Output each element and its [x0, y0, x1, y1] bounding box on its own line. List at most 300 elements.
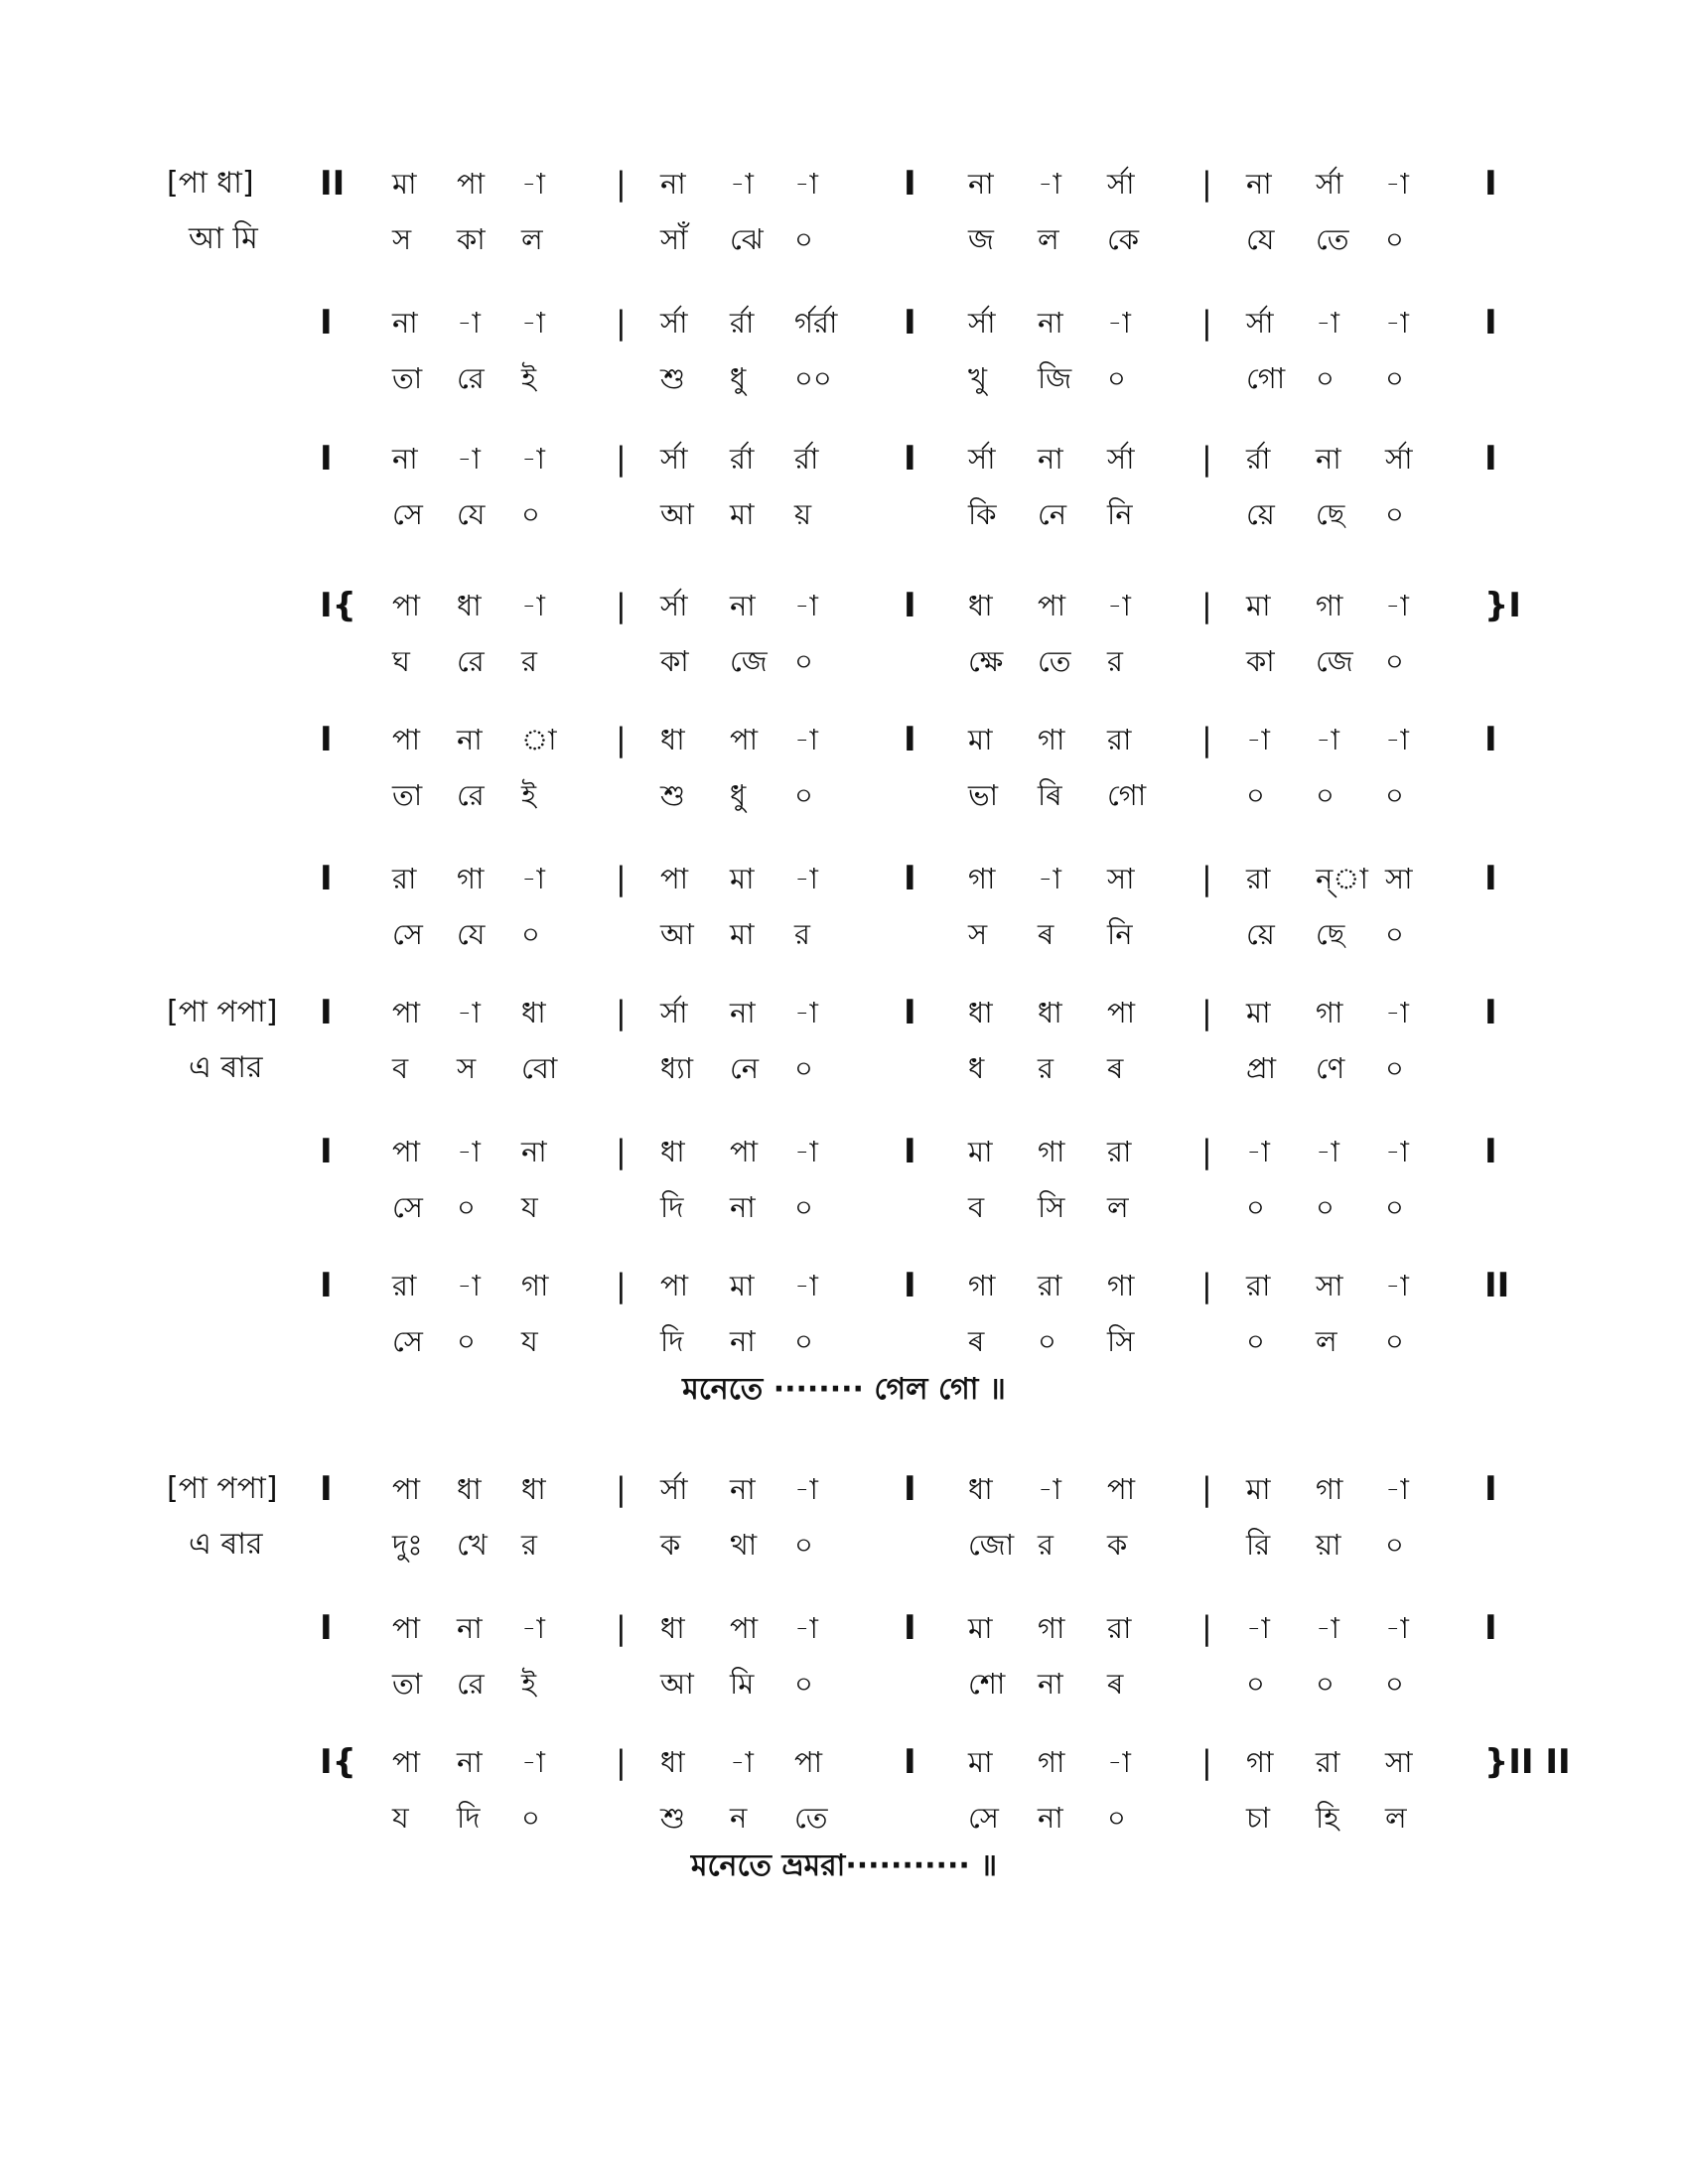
- lyric-syllable: ল: [1038, 222, 1059, 256]
- swara-note: ধা: [968, 996, 993, 1029]
- bar-separator: |: [1201, 860, 1212, 897]
- swara-note: -া: [1385, 996, 1409, 1029]
- swara-note: -া: [521, 167, 545, 201]
- lyric-syllable: সাঁ: [660, 222, 688, 256]
- bar-separator: |: [1201, 721, 1212, 758]
- swara-note: র্সা: [968, 306, 996, 340]
- lyric-syllable: দুঃ: [392, 1528, 423, 1562]
- lyric-syllable: সে: [392, 1190, 423, 1224]
- swara-note: -া: [457, 442, 481, 476]
- lyric-syllable: ০: [794, 1324, 813, 1358]
- bar-separator: |: [1201, 1133, 1212, 1170]
- lyric-syllable: যে: [1246, 222, 1275, 256]
- bar-separator: |: [1201, 994, 1212, 1031]
- lyric-syllable: ০: [1246, 1324, 1265, 1358]
- swara-note: গা: [1316, 1472, 1343, 1506]
- lyric-syllable: সে: [392, 917, 423, 951]
- swara-note: -া: [794, 862, 818, 895]
- lyric-syllable: ৰ: [1038, 917, 1055, 951]
- swara-note: মা: [968, 723, 993, 756]
- lyric-syllable: আ: [660, 497, 694, 531]
- bar-separator: |: [616, 1743, 627, 1781]
- lyric-syllable: ০: [1385, 222, 1404, 256]
- swara-note: গা: [1246, 1745, 1274, 1779]
- swara-note: সা: [1107, 862, 1135, 895]
- lyric-syllable: ল: [1385, 1801, 1407, 1835]
- closing-bar-mark: I: [1484, 164, 1497, 204]
- opening-bar-mark: I: [320, 1608, 333, 1648]
- swara-note: রা: [392, 1269, 417, 1302]
- lyric-syllable: ০: [794, 778, 813, 812]
- lyric-syllable: ০: [1316, 1190, 1335, 1224]
- swara-note: -া: [1385, 167, 1409, 201]
- swara-note: না: [730, 996, 756, 1029]
- swara-note: রা: [1246, 862, 1271, 895]
- lyric-line: [0, 494, 1688, 554]
- lyric-syllable: মা: [730, 497, 755, 531]
- swara-note: পা: [392, 996, 421, 1029]
- swara-note: া: [521, 723, 557, 756]
- lyric-syllable: থা: [730, 1528, 758, 1562]
- bar-separator: I: [904, 1266, 916, 1305]
- lyric-syllable: শু: [660, 1801, 685, 1835]
- lyric-syllable: রে: [457, 1667, 485, 1701]
- swara-note: ধা: [1038, 996, 1062, 1029]
- bar-separator: I: [904, 1608, 916, 1648]
- bar-separator: I: [904, 1132, 916, 1171]
- lyric-syllable: ০: [1385, 1528, 1404, 1562]
- swara-note: ন্া: [1316, 862, 1368, 895]
- lyric-syllable: ০: [457, 1190, 476, 1224]
- lyric-syllable: ক: [660, 1528, 681, 1562]
- lyric-syllable: নি: [1107, 917, 1133, 951]
- swara-note: -া: [521, 862, 545, 895]
- bar-separator: |: [616, 721, 627, 758]
- swara-note: মা: [968, 1611, 993, 1645]
- lyric-syllable: ণে: [1316, 1051, 1345, 1085]
- lyric-syllable: য: [521, 1324, 538, 1358]
- swara-note: গা: [1038, 723, 1065, 756]
- swara-note: রা: [1316, 1745, 1340, 1779]
- swara-note: সা: [1385, 862, 1413, 895]
- lyric-syllable: ০: [1316, 1667, 1335, 1701]
- swara-note: -া: [794, 1269, 818, 1302]
- swara-note: ধা: [660, 1745, 685, 1779]
- swara-note: সা: [1316, 1269, 1343, 1302]
- closing-bar-mark: I: [1484, 303, 1497, 342]
- swara-note: -া: [1316, 723, 1339, 756]
- lyric-syllable: চা: [1246, 1801, 1271, 1835]
- lyric-syllable: ঘ: [392, 644, 410, 678]
- swara-note: -া: [1038, 167, 1061, 201]
- swara-note: পা: [730, 1135, 759, 1168]
- swara-note: মা: [968, 1135, 993, 1168]
- lyric-syllable: সে: [968, 1801, 999, 1835]
- swara-note: -া: [1246, 1135, 1270, 1168]
- lyric-syllable: কা: [660, 644, 689, 678]
- swara-note: র্সা: [660, 589, 688, 622]
- refrain-line: মনেতে ভ্রমরা··········· ॥: [690, 1848, 998, 1883]
- swara-note: -া: [1316, 1611, 1339, 1645]
- swara-note: -া: [457, 1269, 481, 1302]
- lyric-syllable: কে: [1107, 222, 1140, 256]
- notation-line: [0, 1266, 1688, 1325]
- lyric-syllable: য়া: [1316, 1528, 1341, 1562]
- bar-separator: |: [616, 440, 627, 478]
- opening-bar-mark: I: [320, 303, 333, 342]
- lyric-syllable: ০: [1316, 361, 1335, 395]
- swara-note: পা: [392, 1472, 421, 1506]
- swara-note: ধা: [521, 996, 546, 1029]
- section-cue-label: [পা ধা]: [167, 166, 254, 201]
- bar-separator: I: [904, 164, 916, 204]
- lyric-syllable: গো: [1107, 778, 1147, 812]
- lyric-syllable: প্রা: [1246, 1051, 1277, 1085]
- lyric-syllable: আ: [660, 917, 694, 951]
- lyric-syllable: ০: [1385, 361, 1404, 395]
- bar-separator: |: [1201, 1267, 1212, 1304]
- opening-bar-mark: I: [320, 1132, 333, 1171]
- swara-note: র্সা: [660, 442, 688, 476]
- lyric-syllable: শু: [660, 361, 685, 395]
- lyric-syllable: ০: [1246, 1190, 1265, 1224]
- lyric-syllable: ছে: [1316, 497, 1345, 531]
- lyric-syllable: ০: [1385, 1324, 1404, 1358]
- swara-note: -া: [1038, 1472, 1061, 1506]
- swara-note: -া: [521, 1611, 545, 1645]
- lyric-syllable: গো: [1246, 361, 1286, 395]
- closing-bar-mark: I: [1484, 720, 1497, 759]
- swara-note: -া: [1246, 723, 1270, 756]
- opening-bar-mark: I{: [320, 1742, 356, 1782]
- lyric-syllable: ধু: [730, 361, 747, 395]
- lyric-syllable: যে: [457, 917, 486, 951]
- swara-note: গা: [1038, 1745, 1065, 1779]
- lyric-syllable: ই: [521, 361, 537, 395]
- lyric-syllable: ০: [1107, 361, 1126, 395]
- closing-bar-mark: I: [1484, 1608, 1497, 1648]
- lyric-syllable: নে: [1038, 497, 1067, 531]
- lyric-syllable: স: [457, 1051, 477, 1085]
- bar-separator: |: [616, 165, 627, 203]
- swara-note: গা: [457, 862, 485, 895]
- swara-note: পা: [660, 1269, 689, 1302]
- swara-note: -া: [521, 589, 545, 622]
- swara-note: ধা: [660, 1135, 685, 1168]
- section-cue-label: [পা পপা]: [167, 1471, 278, 1506]
- lyric-line: [0, 219, 1688, 279]
- lyric-syllable: ০: [521, 497, 540, 531]
- lyric-syllable: ০: [1385, 778, 1404, 812]
- lyric-syllable: মা: [730, 917, 755, 951]
- lyric-syllable: ধ্যা: [660, 1051, 694, 1085]
- notation-line: [0, 720, 1688, 779]
- bar-separator: |: [616, 860, 627, 897]
- lyric-syllable: ই: [521, 1667, 537, 1701]
- swara-note: গা: [968, 1269, 996, 1302]
- lyric-syllable: ধু: [730, 778, 747, 812]
- swara-note: পা: [730, 723, 759, 756]
- lyric-syllable: ০: [1385, 1051, 1404, 1085]
- lyric-line: [0, 775, 1688, 835]
- refrain-line: মনেতে ········ গেল গো ॥: [682, 1372, 1006, 1407]
- lyric-syllable: তে: [1316, 222, 1349, 256]
- swara-note: ধা: [521, 1472, 546, 1506]
- bar-separator: |: [616, 1470, 627, 1508]
- swara-note: গা: [1038, 1135, 1065, 1168]
- opening-bar-mark: I: [320, 439, 333, 478]
- swara-note: -া: [794, 167, 818, 201]
- lyric-line: [0, 1187, 1688, 1247]
- lyric-syllable: ক: [1107, 1528, 1128, 1562]
- lyric-syllable: হি: [1316, 1801, 1339, 1835]
- lyric-syllable: ৰি: [1038, 778, 1062, 812]
- closing-bar-mark: I: [1484, 1132, 1497, 1171]
- swara-note: না: [392, 306, 418, 340]
- swara-note: রা: [1246, 1269, 1271, 1302]
- swara-note: -া: [1385, 1472, 1409, 1506]
- lyric-syllable: ০: [1246, 1667, 1265, 1701]
- bar-separator: I: [904, 720, 916, 759]
- lyric-syllable: সি: [1107, 1324, 1135, 1358]
- lyric-syllable: ০: [521, 917, 540, 951]
- lyric-syllable: জি: [1038, 361, 1072, 395]
- lyric-syllable: তা: [392, 1667, 423, 1701]
- lyric-syllable: ই: [521, 778, 537, 812]
- bar-separator: |: [1201, 1743, 1212, 1781]
- swara-note: না: [457, 1611, 483, 1645]
- bar-separator: |: [1201, 587, 1212, 624]
- swara-note: র্সা: [660, 1472, 688, 1506]
- swara-note: -া: [730, 167, 754, 201]
- closing-bar-mark: }I: [1484, 586, 1521, 625]
- lyric-syllable: ৰ: [1107, 1667, 1124, 1701]
- lyric-syllable: দি: [660, 1190, 684, 1224]
- swara-note: ধা: [457, 589, 482, 622]
- lyric-syllable: খু: [968, 361, 988, 395]
- swara-note: পা: [392, 1135, 421, 1168]
- bar-separator: |: [1201, 165, 1212, 203]
- closing-bar-mark: I: [1484, 439, 1497, 478]
- lyric-syllable: দি: [660, 1324, 684, 1358]
- swara-note: না: [392, 442, 418, 476]
- swara-note: পা: [392, 589, 421, 622]
- swara-note: র্রা: [730, 442, 755, 476]
- lyric-syllable: ০: [1316, 778, 1335, 812]
- lyric-syllable: দি: [457, 1801, 481, 1835]
- bar-separator: I: [904, 439, 916, 478]
- lyric-syllable: শো: [968, 1667, 1006, 1701]
- swara-note: রা: [1107, 1135, 1132, 1168]
- lyric-syllable: য়: [794, 497, 812, 531]
- swara-note: -া: [521, 306, 545, 340]
- lyric-syllable: য়ে: [1246, 497, 1275, 531]
- swara-note: না: [730, 589, 756, 622]
- lyric-syllable: ভা: [968, 778, 999, 812]
- lyric-syllable: ০: [457, 1324, 476, 1358]
- swara-note: র্সা: [660, 996, 688, 1029]
- swara-note: -া: [457, 1135, 481, 1168]
- bar-separator: |: [616, 587, 627, 624]
- bar-separator: |: [1201, 304, 1212, 341]
- bar-separator: |: [616, 994, 627, 1031]
- swara-note: গা: [1107, 1269, 1135, 1302]
- bar-separator: |: [616, 304, 627, 341]
- lyric-line: [0, 358, 1688, 418]
- lyric-lead-label: আ মি: [189, 221, 258, 256]
- bar-separator: |: [1201, 1470, 1212, 1508]
- lyric-syllable: র: [794, 917, 810, 951]
- swara-note: পা: [1107, 1472, 1136, 1506]
- lyric-syllable: ল: [1107, 1190, 1129, 1224]
- bar-separator: I: [904, 993, 916, 1032]
- swara-note: -া: [521, 442, 545, 476]
- notation-line: [0, 439, 1688, 498]
- lyric-line: [0, 1664, 1688, 1723]
- notation-line: [0, 164, 1688, 223]
- swara-note: না: [1038, 442, 1063, 476]
- swara-note: -া: [457, 996, 481, 1029]
- closing-bar-mark: II: [1484, 1266, 1510, 1305]
- notation-line: [0, 586, 1688, 645]
- opening-bar-mark: I: [320, 1469, 333, 1509]
- lyric-syllable: ব: [968, 1190, 985, 1224]
- swara-note: পা: [392, 1611, 421, 1645]
- lyric-syllable: য: [392, 1801, 409, 1835]
- bar-separator: I: [904, 586, 916, 625]
- swara-note: পা: [730, 1611, 759, 1645]
- bar-separator: |: [1201, 440, 1212, 478]
- lyric-syllable: ব: [392, 1051, 409, 1085]
- lyric-syllable: তে: [1038, 644, 1071, 678]
- swara-note: পা: [660, 862, 689, 895]
- swara-note: র্রা: [730, 306, 755, 340]
- swara-note: পা: [1038, 589, 1066, 622]
- notation-line: [0, 993, 1688, 1052]
- swara-note: না: [457, 1745, 483, 1779]
- swara-note: না: [1316, 442, 1341, 476]
- bar-separator: |: [616, 1609, 627, 1647]
- lyric-syllable: কি: [968, 497, 997, 531]
- lyric-syllable: ০: [1038, 1324, 1056, 1358]
- lyric-syllable: তে: [794, 1801, 828, 1835]
- lyric-syllable: ০: [1385, 644, 1404, 678]
- lyric-syllable: ০: [794, 1667, 813, 1701]
- closing-bar-mark: I: [1484, 1469, 1497, 1509]
- lyric-syllable: ০: [1385, 497, 1404, 531]
- swara-note: না: [1246, 167, 1272, 201]
- swara-note: মা: [968, 1745, 993, 1779]
- swara-note: ধা: [968, 1472, 993, 1506]
- swara-note: ধা: [660, 723, 685, 756]
- swara-note: গা: [1316, 996, 1343, 1029]
- swara-note: না: [968, 167, 994, 201]
- swara-note: -া: [794, 589, 818, 622]
- swara-note: র্রা: [1246, 442, 1271, 476]
- swara-note: র্সা: [1107, 442, 1135, 476]
- opening-bar-mark: II: [320, 164, 346, 204]
- swara-note: গা: [1316, 589, 1343, 622]
- swara-note: র্সা: [1385, 442, 1413, 476]
- lyric-syllable: রে: [457, 361, 485, 395]
- lyric-syllable: মি: [730, 1667, 755, 1701]
- lyric-syllable: ০: [1246, 778, 1265, 812]
- section-cue-label: [পা পপা]: [167, 995, 278, 1029]
- lyric-line: [0, 641, 1688, 701]
- swara-note: -া: [1385, 1611, 1409, 1645]
- bar-separator: |: [616, 1267, 627, 1304]
- lyric-syllable: শু: [660, 778, 685, 812]
- swara-note: র্সা: [1246, 306, 1274, 340]
- lyric-syllable: রি: [1246, 1528, 1271, 1562]
- swara-note: মা: [1246, 1472, 1271, 1506]
- bar-separator: I: [904, 1469, 916, 1509]
- swara-note: -া: [1316, 1135, 1339, 1168]
- swara-note: -া: [1385, 1269, 1409, 1302]
- swara-note: -া: [521, 1745, 545, 1779]
- swara-note: -া: [1316, 306, 1339, 340]
- swara-note: মা: [1246, 996, 1271, 1029]
- lyric-syllable: ল: [521, 222, 543, 256]
- opening-bar-mark: I{: [320, 586, 356, 625]
- swara-note: মা: [392, 167, 417, 201]
- swara-note: -া: [794, 1611, 818, 1645]
- lyric-syllable: ০: [794, 1528, 813, 1562]
- lyric-syllable: না: [1038, 1667, 1063, 1701]
- lyric-lead-label: এ ৰার: [189, 1527, 263, 1562]
- swara-note: -া: [794, 723, 818, 756]
- lyric-syllable: ০: [1385, 1667, 1404, 1701]
- bar-separator: |: [1201, 1609, 1212, 1647]
- lyric-syllable: আ: [660, 1667, 694, 1701]
- lyric-syllable: ৰ: [968, 1324, 985, 1358]
- opening-bar-mark: I: [320, 993, 333, 1032]
- swara-note: গা: [521, 1269, 549, 1302]
- swara-note: -া: [1107, 306, 1131, 340]
- lyric-syllable: জে: [730, 644, 768, 678]
- lyric-syllable: ০: [794, 1051, 813, 1085]
- lyric-syllable: কা: [1246, 644, 1275, 678]
- swara-note: না: [521, 1135, 547, 1168]
- notation-line: [0, 859, 1688, 918]
- swara-note: পা: [457, 167, 486, 201]
- lyric-syllable: না: [1038, 1801, 1063, 1835]
- swara-note: র্সা: [1316, 167, 1343, 201]
- swara-note: -া: [1385, 306, 1409, 340]
- swara-note: মা: [730, 862, 755, 895]
- lyric-syllable: রে: [457, 778, 485, 812]
- lyric-syllable: স: [392, 222, 412, 256]
- lyric-syllable: র: [521, 644, 537, 678]
- swara-note: -া: [794, 996, 818, 1029]
- lyric-syllable: তা: [392, 361, 423, 395]
- swara-note: রা: [392, 862, 417, 895]
- lyric-syllable: ধ: [968, 1051, 985, 1085]
- swara-note: না: [457, 723, 483, 756]
- notation-line: [0, 1132, 1688, 1191]
- lyric-syllable: সি: [1038, 1190, 1065, 1224]
- lyric-syllable: ০: [1385, 1190, 1404, 1224]
- swara-note: পা: [392, 1745, 421, 1779]
- notation-line: [0, 1469, 1688, 1529]
- swara-note: রা: [1107, 723, 1132, 756]
- swara-note: -া: [1385, 723, 1409, 756]
- lyric-syllable: স: [968, 917, 988, 951]
- lyric-syllable: নে: [730, 1051, 760, 1085]
- lyric-syllable: না: [730, 1190, 756, 1224]
- lyric-syllable: সে: [392, 1324, 423, 1358]
- swara-note: -া: [1107, 1745, 1131, 1779]
